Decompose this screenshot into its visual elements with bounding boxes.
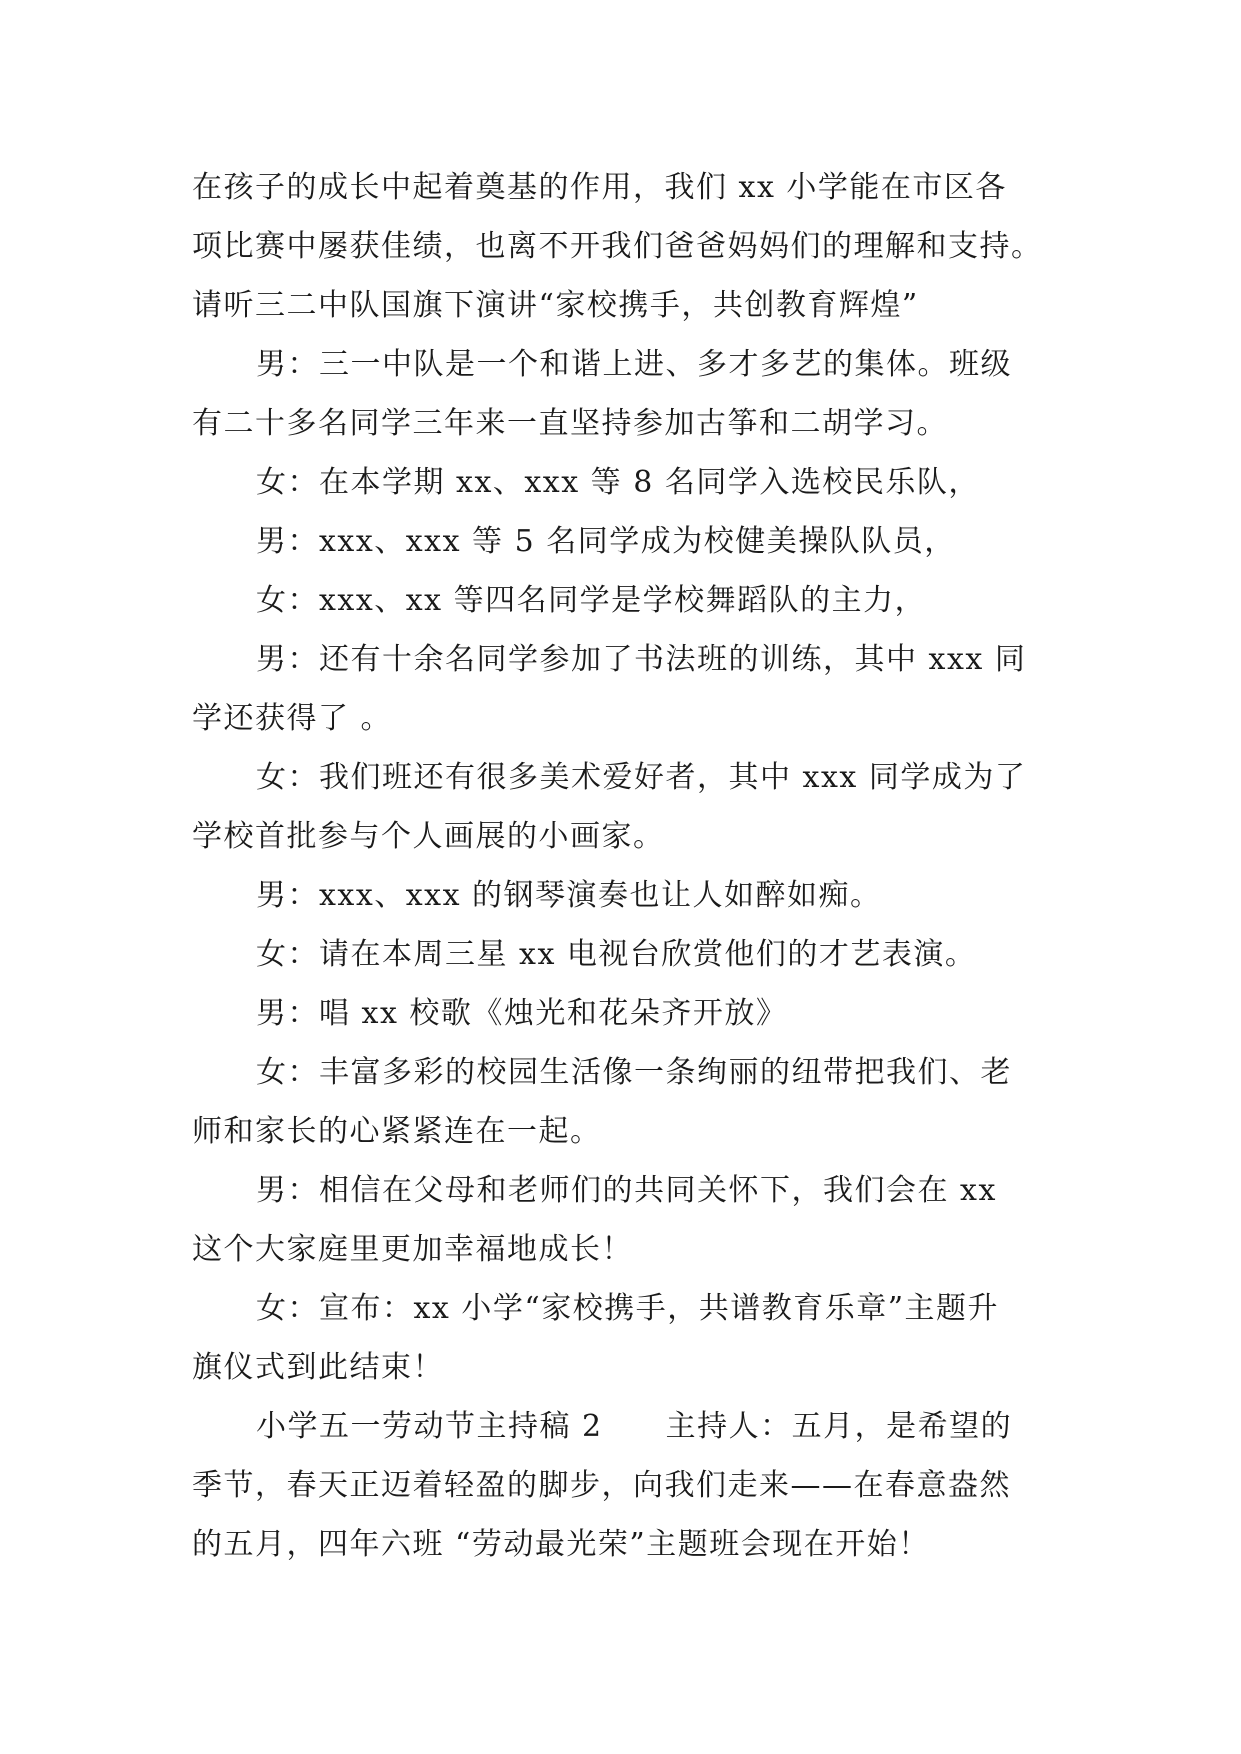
- text-line: 女：请在本周三星 xx 电视台欣赏他们的才艺表演。: [256, 937, 977, 972]
- text-line: 男：xxx、xxx 等 5 名同学成为校健美操队队员，: [256, 524, 956, 559]
- text-line: 师和家长的心紧紧连在一起。: [192, 1114, 602, 1149]
- text-line: 男：还有十余名同学参加了书法班的训练，其中 xxx 同: [256, 642, 1027, 677]
- text-line: 请听三二中队国旗下演讲“家校携手，共创教育辉煌”: [192, 288, 919, 323]
- text-line: 旗仪式到此结束！: [192, 1350, 444, 1385]
- text-line: 女：宣布：xx 小学“家校携手，共谱教育乐章”主题升: [256, 1291, 1000, 1326]
- text-line: 项比赛中屡获佳绩，也离不开我们爸爸妈妈们的理解和支持。: [192, 229, 1043, 264]
- text-line: 女：xxx、xx 等四名同学是学校舞蹈队的主力，: [256, 583, 927, 618]
- text-line: 在孩子的成长中起着奠基的作用，我们 xx 小学能在市区各: [192, 170, 1007, 205]
- text-line: 这个大家庭里更加幸福地成长！: [192, 1232, 633, 1267]
- text-line: 男：相信在父母和老师们的共同关怀下，我们会在 xx: [256, 1173, 997, 1208]
- text-line: 有二十多名同学三年来一直坚持参加古筝和二胡学习。: [192, 406, 948, 441]
- text-line: 学校首批参与个人画展的小画家。: [192, 819, 665, 854]
- text-line: 女：丰富多彩的校园生活像一条绚丽的纽带把我们、老: [256, 1055, 1012, 1090]
- text-line: 女：我们班还有很多美术爱好者，其中 xxx 同学成为了: [256, 760, 1027, 795]
- text-line: 男：xxx、xxx 的钢琴演奏也让人如醉如痴。: [256, 878, 882, 913]
- text-line: 小学五一劳动节主持稿 2 主持人：五月，是希望的: [256, 1409, 1013, 1444]
- text-line: 的五月，四年六班 “劳动最光荣”主题班会现在开始！: [192, 1527, 930, 1562]
- text-line: 男：唱 xx 校歌《烛光和花朵齐开放》: [256, 996, 788, 1031]
- document-body: [192, 158, 1092, 1574]
- text-line: 学还获得了 。: [192, 701, 393, 736]
- text-line: 季节，春天正迈着轻盈的脚步，向我们走来——在春意盎然: [192, 1468, 1011, 1503]
- text-line: 男：三一中队是一个和谐上进、多才多艺的集体。班级: [256, 347, 1012, 382]
- text-line: 女：在本学期 xx、xxx 等 8 名同学入选校民乐队，: [256, 465, 980, 500]
